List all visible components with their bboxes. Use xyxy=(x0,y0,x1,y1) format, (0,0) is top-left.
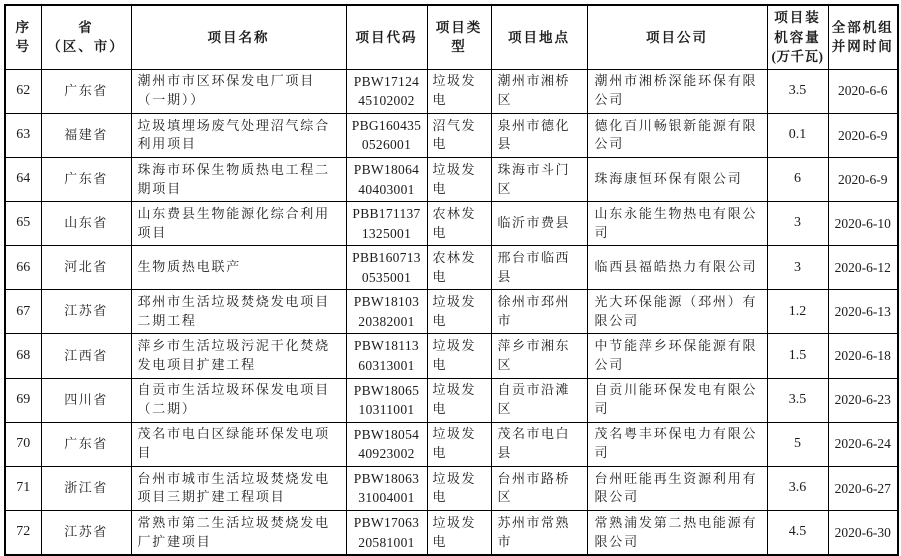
cell-project-code-line2: 45102002 xyxy=(358,93,415,109)
cell-project-code xyxy=(346,246,427,290)
cell-grid-date: 2020-6-18 xyxy=(828,334,898,378)
cell-grid-date: 2020-6-9 xyxy=(828,157,898,201)
table-row xyxy=(5,510,898,555)
cell-project-code-line2: 40403001 xyxy=(358,181,415,197)
cell-project-code xyxy=(346,113,427,157)
cell-project-code-line1: PBW18064 xyxy=(353,161,420,177)
cell-serial-number: 72 xyxy=(5,510,41,555)
cell-project-company: 德化百川畅银新能源有限公司 xyxy=(587,113,767,157)
cell-project-code-line2: 60313001 xyxy=(358,358,415,373)
cell-province: 河北省 xyxy=(41,246,131,290)
cell-project-location: 徐州市邳州市 xyxy=(491,290,587,334)
project-table xyxy=(4,4,899,556)
cell-capacity: 3 xyxy=(767,246,828,290)
cell-capacity: 3.5 xyxy=(767,378,828,422)
cell-project-type: 农林发电 xyxy=(427,246,491,290)
cell-province: 广东省 xyxy=(41,157,131,201)
cell-project-company: 常熟浦发第二热电能源有限公司 xyxy=(587,510,767,555)
table-row xyxy=(5,69,898,113)
cell-serial-number: 69 xyxy=(5,378,41,422)
cell-capacity: 0.1 xyxy=(767,113,828,157)
cell-project-company: 光大环保能源（邳州）有限公司 xyxy=(587,290,767,334)
cell-project-code xyxy=(346,334,427,378)
cell-project-name: 垃圾填埋场废气处理沼气综合利用项目 xyxy=(131,113,346,157)
cell-project-code-line1: PBW18054 xyxy=(353,426,420,442)
cell-grid-date: 2020-6-24 xyxy=(828,422,898,466)
table-row xyxy=(5,246,898,290)
header-grid-time xyxy=(828,5,898,69)
cell-project-name: 自贡市生活垃圾环保发电项目（二期） xyxy=(131,378,346,422)
header-capacity xyxy=(767,5,828,69)
cell-project-type: 垃圾发电 xyxy=(427,290,491,334)
header-grid-time-line2: 并网时间 xyxy=(831,39,894,55)
cell-capacity: 6 xyxy=(767,157,828,201)
cell-grid-date: 2020-6-13 xyxy=(828,290,898,334)
cell-project-type: 沼气发电 xyxy=(427,113,491,157)
cell-serial-number: 67 xyxy=(5,290,41,334)
table-row xyxy=(5,202,898,246)
cell-project-type: 垃圾发电 xyxy=(427,510,491,555)
header-project-code: 项目代码 xyxy=(346,5,427,69)
cell-project-code-line2: 40923002 xyxy=(358,446,415,462)
cell-project-location: 萍乡市湘东区 xyxy=(491,334,587,378)
cell-grid-date: 2020-6-27 xyxy=(828,466,898,510)
cell-project-type: 垃圾发电 xyxy=(427,69,491,113)
table-row xyxy=(5,378,898,422)
cell-project-location: 自贡市沿滩区 xyxy=(491,378,587,422)
table-row xyxy=(5,290,898,334)
cell-project-company: 潮州市湘桥深能环保有限公司 xyxy=(587,69,767,113)
cell-capacity: 1.5 xyxy=(767,334,828,378)
cell-project-code-line1: PBW18065 xyxy=(353,382,420,398)
cell-project-code-line1: PBW18113 xyxy=(354,338,419,354)
cell-grid-date: 2020-6-30 xyxy=(828,510,898,555)
table-row xyxy=(5,466,898,510)
cell-project-type: 垃圾发电 xyxy=(427,378,491,422)
cell-project-company: 茂名粤丰环保电力有限公司 xyxy=(587,422,767,466)
cell-capacity: 5 xyxy=(767,422,828,466)
cell-project-company: 临西县福皓热力有限公司 xyxy=(587,246,767,290)
cell-project-code xyxy=(346,69,427,113)
cell-grid-date: 2020-6-6 xyxy=(828,69,898,113)
cell-project-name: 萍乡市生活垃圾污泥干化焚烧发电项目扩建工程 xyxy=(131,334,346,378)
cell-grid-date: 2020-6-9 xyxy=(828,113,898,157)
cell-project-name: 茂名市电白区绿能环保发电项目 xyxy=(131,422,346,466)
table-row xyxy=(5,422,898,466)
cell-project-company: 珠海康恒环保有限公司 xyxy=(587,157,767,201)
cell-project-code-line1: PBW17063 xyxy=(353,514,420,530)
cell-project-code xyxy=(346,290,427,334)
cell-serial-number: 71 xyxy=(5,466,41,510)
cell-project-name: 山东费县生物能源化综合利用项目 xyxy=(131,202,346,246)
cell-serial-number: 65 xyxy=(5,202,41,246)
header-province xyxy=(41,5,131,69)
table-row xyxy=(5,113,898,157)
cell-project-code-line1: PBW18063 xyxy=(353,470,420,486)
cell-province: 福建省 xyxy=(41,113,131,157)
cell-project-code-line2: 0535001 xyxy=(361,269,412,285)
cell-project-name: 常熟市第二生活垃圾焚烧发电厂扩建项目 xyxy=(131,510,346,555)
cell-project-location: 台州市路桥区 xyxy=(491,466,587,510)
cell-project-company: 自贡川能环保发电有限公司 xyxy=(587,378,767,422)
cell-province: 江苏省 xyxy=(41,290,131,334)
cell-project-code xyxy=(346,466,427,510)
cell-project-code xyxy=(346,378,427,422)
cell-province: 广东省 xyxy=(41,422,131,466)
cell-project-location: 临沂市费县 xyxy=(491,202,587,246)
cell-capacity: 1.2 xyxy=(767,290,828,334)
cell-project-type: 垃圾发电 xyxy=(427,422,491,466)
cell-project-location: 珠海市斗门区 xyxy=(491,157,587,201)
cell-capacity: 3.6 xyxy=(767,466,828,510)
cell-project-code-line2: 10311001 xyxy=(358,402,415,418)
header-province-line2: （区、市） xyxy=(47,39,125,55)
header-project-company: 项目公司 xyxy=(587,5,767,69)
cell-project-code-line1: PBB171137 xyxy=(352,206,421,222)
table-body xyxy=(5,69,898,555)
cell-serial-number: 70 xyxy=(5,422,41,466)
cell-serial-number: 64 xyxy=(5,157,41,201)
cell-project-code-line2: 31004001 xyxy=(358,490,415,506)
cell-project-company: 中节能萍乡环保能源有限公司 xyxy=(587,334,767,378)
cell-project-type: 垃圾发电 xyxy=(427,157,491,201)
cell-project-code xyxy=(346,422,427,466)
cell-capacity: 3.5 xyxy=(767,69,828,113)
cell-project-code xyxy=(346,202,427,246)
cell-project-code-line1: PBW18103 xyxy=(353,294,420,310)
cell-serial-number: 68 xyxy=(5,334,41,378)
cell-project-location: 邢台市临西县 xyxy=(491,246,587,290)
cell-project-code-line1: PBG160435 xyxy=(351,117,422,133)
cell-project-location: 潮州市湘桥区 xyxy=(491,69,587,113)
cell-project-code xyxy=(346,510,427,555)
header-project-type: 项目类型 xyxy=(427,5,491,69)
table-row xyxy=(5,157,898,201)
header-row xyxy=(5,5,898,69)
cell-province: 江西省 xyxy=(41,334,131,378)
header-capacity-line1: 项目装 xyxy=(774,10,821,25)
header-capacity-line3: (万千瓦) xyxy=(771,49,824,65)
cell-capacity: 3 xyxy=(767,202,828,246)
cell-province: 广东省 xyxy=(41,69,131,113)
cell-project-code xyxy=(346,157,427,201)
cell-project-code-line2: 1325001 xyxy=(361,225,412,241)
header-grid-time-line1: 全部机组 xyxy=(831,19,894,35)
cell-project-company: 台州旺能再生资源利用有限公司 xyxy=(587,466,767,510)
cell-province: 山东省 xyxy=(41,202,131,246)
cell-serial-number: 66 xyxy=(5,246,41,290)
cell-project-type: 垃圾发电 xyxy=(427,334,491,378)
cell-serial-number: 63 xyxy=(5,113,41,157)
cell-grid-date: 2020-6-23 xyxy=(828,378,898,422)
cell-project-code-line2: 0526001 xyxy=(361,137,412,153)
cell-project-code-line1: PBW17124 xyxy=(353,73,420,89)
cell-province: 江苏省 xyxy=(41,510,131,555)
cell-project-name: 珠海市环保生物质热电工程二期项目 xyxy=(131,157,346,201)
cell-project-location: 茂名市电白县 xyxy=(491,422,587,466)
table-row xyxy=(5,334,898,378)
header-project-name: 项目名称 xyxy=(131,5,346,69)
table-header xyxy=(5,5,898,69)
cell-project-code-line2: 20581001 xyxy=(358,534,415,550)
cell-province: 四川省 xyxy=(41,378,131,422)
header-project-location: 项目地点 xyxy=(491,5,587,69)
cell-project-code-line2: 20382001 xyxy=(358,313,415,329)
cell-project-name: 邳州市生活垃圾焚烧发电项目二期工程 xyxy=(131,290,346,334)
cell-province: 浙江省 xyxy=(41,466,131,510)
cell-grid-date: 2020-6-10 xyxy=(828,202,898,246)
cell-project-location: 苏州市常熟市 xyxy=(491,510,587,555)
header-no: 序号 xyxy=(5,5,41,69)
cell-project-type: 农林发电 xyxy=(427,202,491,246)
cell-project-name: 潮州市市区环保发电厂项目（一期）） xyxy=(131,69,346,113)
cell-grid-date: 2020-6-12 xyxy=(828,246,898,290)
header-province-line1: 省 xyxy=(78,19,94,35)
cell-capacity: 4.5 xyxy=(767,510,828,555)
cell-project-company: 山东永能生物热电有限公司 xyxy=(587,202,767,246)
cell-project-location: 泉州市德化县 xyxy=(491,113,587,157)
cell-serial-number: 62 xyxy=(5,69,41,113)
cell-project-name: 台州市城市生活垃圾焚烧发电项目三期扩建工程项目 xyxy=(131,466,346,510)
cell-project-type: 垃圾发电 xyxy=(427,466,491,510)
header-capacity-line2: 机容量 xyxy=(774,29,821,45)
cell-project-name: 生物质热电联产 xyxy=(131,246,346,290)
cell-project-code-line1: PBB160713 xyxy=(352,250,421,266)
